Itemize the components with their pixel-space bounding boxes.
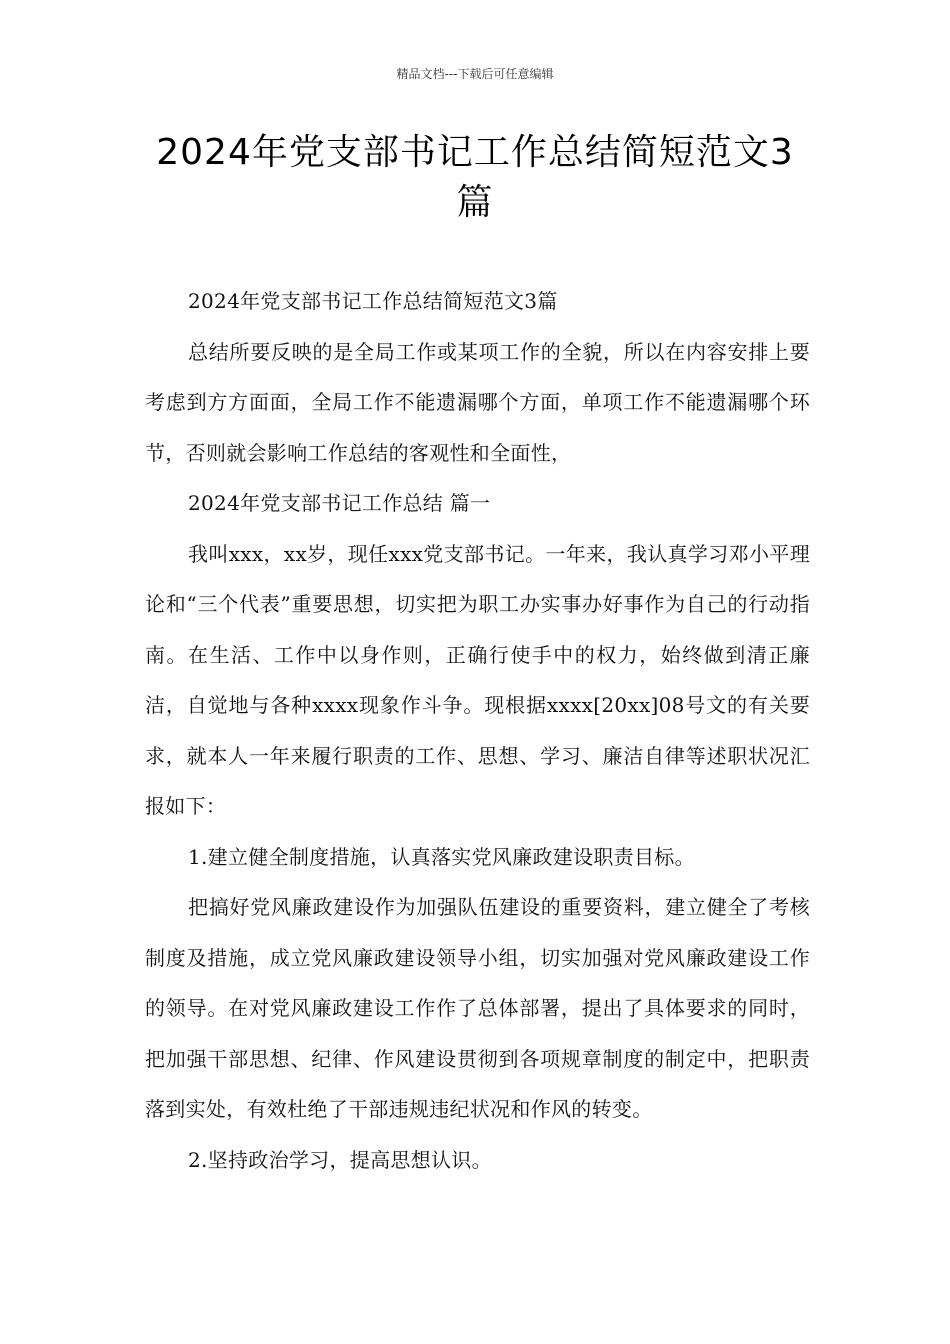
paragraph-self-introduction: 我叫xxx，xx岁，现任xxx党支部书记。一年来，我认真学习邓小平理论和“三个代表”重要思想，切实把为职工办实事办好事作为自己的行动指南。在生活、工作中以身作则，正确行使手中的权力，始终做到清正廉洁，自觉地与各种xxxx现象作斗争。现根据xxxx[20xx]08号文的有关要求，就本人一年来履行职责的工作、思想、学习、廉洁自律等述职状况汇报如下： (145, 541, 810, 818)
document-title: 2024年党支部书记工作总结简短范文3篇 (156, 132, 794, 223)
paragraph-section-heading: 2024年党支部书记工作总结 篇一 (188, 491, 491, 515)
paragraph-item-2-heading: 2.坚持政治学习，提高思想认识。 (188, 1147, 492, 1172)
paragraph-intro: 总结所要反映的是全局工作或某项工作的全貌，所以在内容安排上要考虑到方方面面，全局工作不能遗漏哪个方面，单项工作不能遗漏哪个环节，否则就会影响工作总结的客观性和全面性， (145, 339, 810, 465)
paragraph-item-1-heading: 1.建立健全制度措施，认真落实党风廉政建设职责目标。 (188, 844, 695, 869)
paragraph-item-1-body: 把搞好党风廉政建设作为加强队伍建设的重要资料，建立健全了考核制度及措施，成立党风廉政建设领导小组，切实加强对党风廉政建设工作的领导。在对党风廉政建设工作作了总体部署，提出了具体要求的同时，把加强干部思想、纪律、作风建设贯彻到各项规章制度的制定中，把职责落到实处，有效杜绝了干部违规违纪状况和作风的转变。 (145, 895, 810, 1121)
paragraph-subtitle: 2024年党支部书记工作总结简短范文3篇 (188, 289, 558, 313)
document-body (145, 276, 810, 1185)
header-note: 精品文档---下载后可任意编辑 (396, 67, 554, 81)
